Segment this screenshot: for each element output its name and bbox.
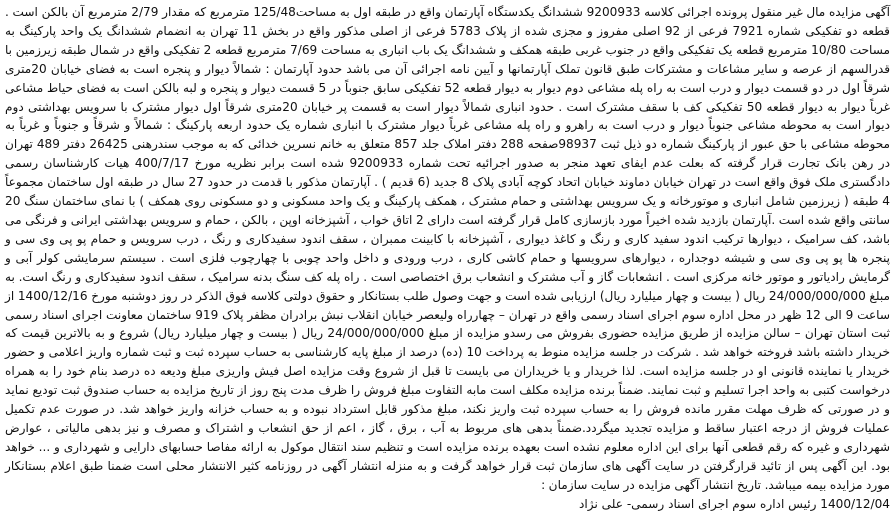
notice-footer-signature: 1400/12/04 رئیس اداره سوم اجرای اسناد رسمی- علی نژاد: [579, 496, 890, 511]
notice-body-text: آگهی مزایده مال غیر منقول پرونده اجرائی کلاسه 9200933 ششدانگ یکدستگاه آپارتمان واقع در طبقه اول به مساحت125/48 مترمربع که مقدار 2/79 مترمربع آن بالکن است . قطعه دو تفکیکی شماره 7921 فرعی از 92 اصلی مفروز و مجزی شده از پلاک 5783 فرعی از اصلی مذکور واقع در بخش 11 تهران به انضمام ششدانگ یک واحد پارکینگ به مساحت 10/80 مترمربع قطعه یک تفکیکی واقع در جنوب غربی طبقه همکف و ششدانگ یک باب انباری به مساحت 7/69 مترمربع قطعه 2 تفکیکی واقع در شمال طبقه زیرزمین با قدرالسهم از عرصه و سایر مشاعات و مشترکات طبق قانون تملک آپارتمانها و آیین نامه اجرائی آن می باشد حدود آپارتمان : شمالاً دیوار و پنجره است به فضای خیابان 20متری شرقاً اول در دو قسمت دیوار و درب است به راه پله مشاعی دوم دیوار به دیوار قطعه 52 تفکیکی سابق جنوباً در 5 قسمت دیوار و پنجره و لبه بالکن است به فضای حیاط مشاعی غرباً دیوار به دیوار قطعه 50 تفکیکی کف با سقف مشترک است . حدود انباری شمالاً دیوار است به قسمت پر خیابان 20متری شرقاً اول دیوار مشترک با سرویس بهداشتی دوم دیوار است به محوطه مشاعی جنوباً دیوار و درب است به راهرو و راه پله مشاعی غرباً دیوار مشترک با انباری شماره یک حدود اربعه پارکینگ : شمالاً و شرقاً و جنوباً و غرباً به محوطه مشاعی با حق عبور از پارکینگ شماره دو ذیل ثبت 98937صفحه 288 دفتر املاک جلد 857 متعلق به خانم نسرین خدائی که به موجب سندرهنی 26425 دفتر 489 تهران در رهن بانک تجارت قرار گرفته که بعلت عدم ایفای تعهد منجر به صدور اجرائیه تحت شماره 9200933 شده است برابر نظریه مورخ 400/7/17 هیات کارشناسان رسمی دادگستری ملک فوق واقع است در تهران خیابان دماوند خیابان اتحاد کوچه آبادی پلاک 8 جدید (6 قدیم ) . آپارتمان مذکور با قدمت در حدود 27 سال در طبقه اول ساختمان مجموعاً 4 طبقه ( زیرزمین شامل انباری و موتورخانه و یک سرویس بهداشتی و حمام مشترک ، همکف پارکینگ و یک واحد مسکونی و دو مسکونی روی همکف ) با نمای ساختمان سنگ 20 سانتی واقع شده است .آپارتمان بازدید شده اخیراً مورد بازسازی کامل قرار گرفته است دارای 2 اتاق خواب ، آشپزخانه اوپن ، بالکن ، حمام و سرویس بهداشتی ایرانی و فرنگی می باشد، کف سرامیک ، دیوارها ترکیب اندود سفید کاری و رنگ و کاغذ دیواری ، آشپزخانه با کابینت ممبران ، سقف اندود سفیدکاری و رنگ ، درب سرویس و حمام پو پی وی سی و پنجره ها پو پی وی سی و شیشه دوجداره ، دیوارهای سرویسها و حمام کاشی کاری ، درب ورودی و داخل واحد چوبی با چهارچوب فلزی است . سیستم سرمایشی کولر آبی و گرمایش رادیاتور و موتور خانه مرکزی است . انشعابات گاز و آب مشترک و انشعاب برق اختصاصی است . راه پله کف سنگ بدنه سرامیک ، سقف اندود سفیدکاری و رنگ است. به مبلغ 24/000/000/000 ریال ( بیست و چهار میلیارد ریال) ارزیابی شده است و جهت وصول طلب بستانکار و حقوق دولتی کلاسه فوق الذکر در روز دوشنبه مورخ 1400/12/16 از ساعت 9 الی 12 ظهر در محل اداره سوم اجرای اسناد رسمی واقع در تهران – چهارراه ولیعصر خیابان انقلاب نبش برادران مظفر پلاک 919 ساختمان معاونت اجرای اسناد رسمی ثبت استان تهران – سالن مزایده از طریق مزایده حضوری بفروش می رسدو مزایده از مبلغ 24/000/000/000 ریال ( بیست و چهار میلیارد ریال) شروع و به بالاترین قیمت که خریدار داشته باشد فروخته خواهد شد . شرکت در جلسه مزایده منوط به پرداخت 10 (ده) درصد از مبلغ پایه کارشناسی به حساب سپرده ثبت و ثبت شماره واریز اعلامی و حضور خریدار یا نماینده قانونی او در جلسه مزایده است. لذا خریدار و یا خریداران می بایست تا قبل از شروع وقت مزایده اصل فیش واریزی مبلغ ودیعه ده درصد بنام خود را به همراه درخواست کتبی به واحد اجرا تسلیم و ثبت نمایند. ضمناً برنده مزایده مکلف است مابه التفاوت مبلغ فروش را ظرف مدت پنج روز از تاریخ مزایده به حساب صندوق ثبت تودیع نماید و در صورتی که ظرف مهلت مقرر مانده فروش را به حساب سپرده ثبت واریز نکند، مبلغ مذکور قابل استرداد نبوده و به حساب خزانه واریز خواهد شد. در صورت عدم تکمیل عملیات فروش از درجه اعتبار ساقط و مزایده تجدید میگردد.ضمناً بدهی های مربوط به آب ، برق ، گاز ، اعم از حق انشعاب و اشتراک و مصرف و نیز بدهی مالیاتی ، عوارض شهرداری و غیره که رقم قطعی آنها برای این اداره معلوم نشده است بعهده برنده مزایده است و تنظیم سند انتقال موکول به ارائه مفاصا حسابهای دارایی و شهرداری و ... خواهد بود. این آگهی پس از تائید قرارگرفتن در سایت آگهی های سازمان ثبت قرار خواهد گرفت و به منزله انتشار آگهی در روزنامه کثیر الانتشار محلی است ضمنا طبق اعلام بستانکار مورد مزایده بیمه میباشد. تاریخ انتشار آگهی مزایده در سایت سازمان :: [5, 5, 891, 492]
